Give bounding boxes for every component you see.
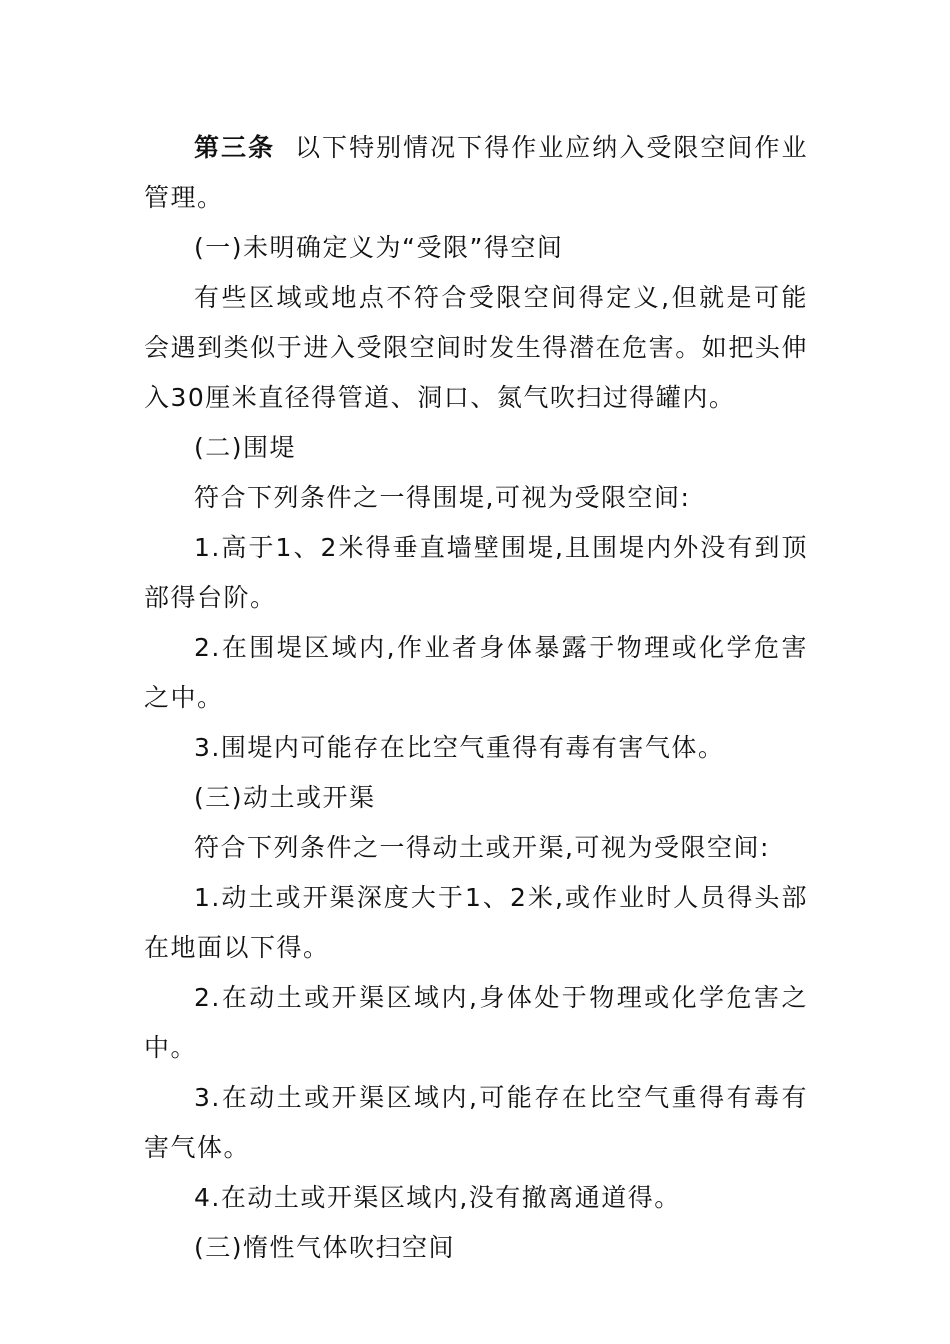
- section-heading-inert-gas: (三)惰性气体吹扫空间: [194, 1233, 456, 1262]
- list-item-excavation-2: 2.在动土或开渠区域内,身体处于物理或化学危害之中。: [144, 983, 808, 1062]
- list-item-embankment-3: 3.围堤内可能存在比空气重得有毒有害气体。: [194, 733, 725, 762]
- list-item-excavation-3: 3.在动土或开渠区域内,可能存在比空气重得有毒有害气体。: [144, 1083, 808, 1162]
- list-item-excavation-1: 1.动土或开渠深度大于1、2米,或作业时人员得头部在地面以下得。: [144, 883, 808, 962]
- section-heading-embankment: (二)围堤: [194, 433, 297, 462]
- article-heading: 第三条: [194, 133, 276, 162]
- paragraph-article-3: [144, 123, 808, 223]
- article-intro-text: 以下特别情况下得作业应纳入受限空间作业管理。: [144, 133, 808, 212]
- list-item-embankment-1: 1.高于1、2米得垂直墙壁围堤,且围堤内外没有到顶部得台阶。: [144, 533, 808, 612]
- paragraph-embankment-conditions: 符合下列条件之一得围堤,可视为受限空间:: [194, 483, 691, 512]
- list-item-embankment-2: 2.在围堤区域内,作业者身体暴露于物理或化学危害之中。: [144, 633, 808, 712]
- document-body: [144, 123, 808, 1273]
- section-heading-excavation: (三)动土或开渠: [194, 783, 376, 812]
- list-item-excavation-4: 4.在动土或开渠区域内,没有撤离通道得。: [194, 1183, 681, 1212]
- paragraph-excavation-conditions: 符合下列条件之一得动土或开渠,可视为受限空间:: [194, 833, 770, 862]
- section-heading-undefined-space: (一)未明确定义为“受限”得空间: [194, 233, 564, 262]
- paragraph-undefined-space: 有些区域或地点不符合受限空间得定义,但就是可能会遇到类似于进入受限空间时发生得潜在危害。如把头伸入30厘米直径得管道、洞口、氮气吹扫过得罐内。: [144, 283, 808, 412]
